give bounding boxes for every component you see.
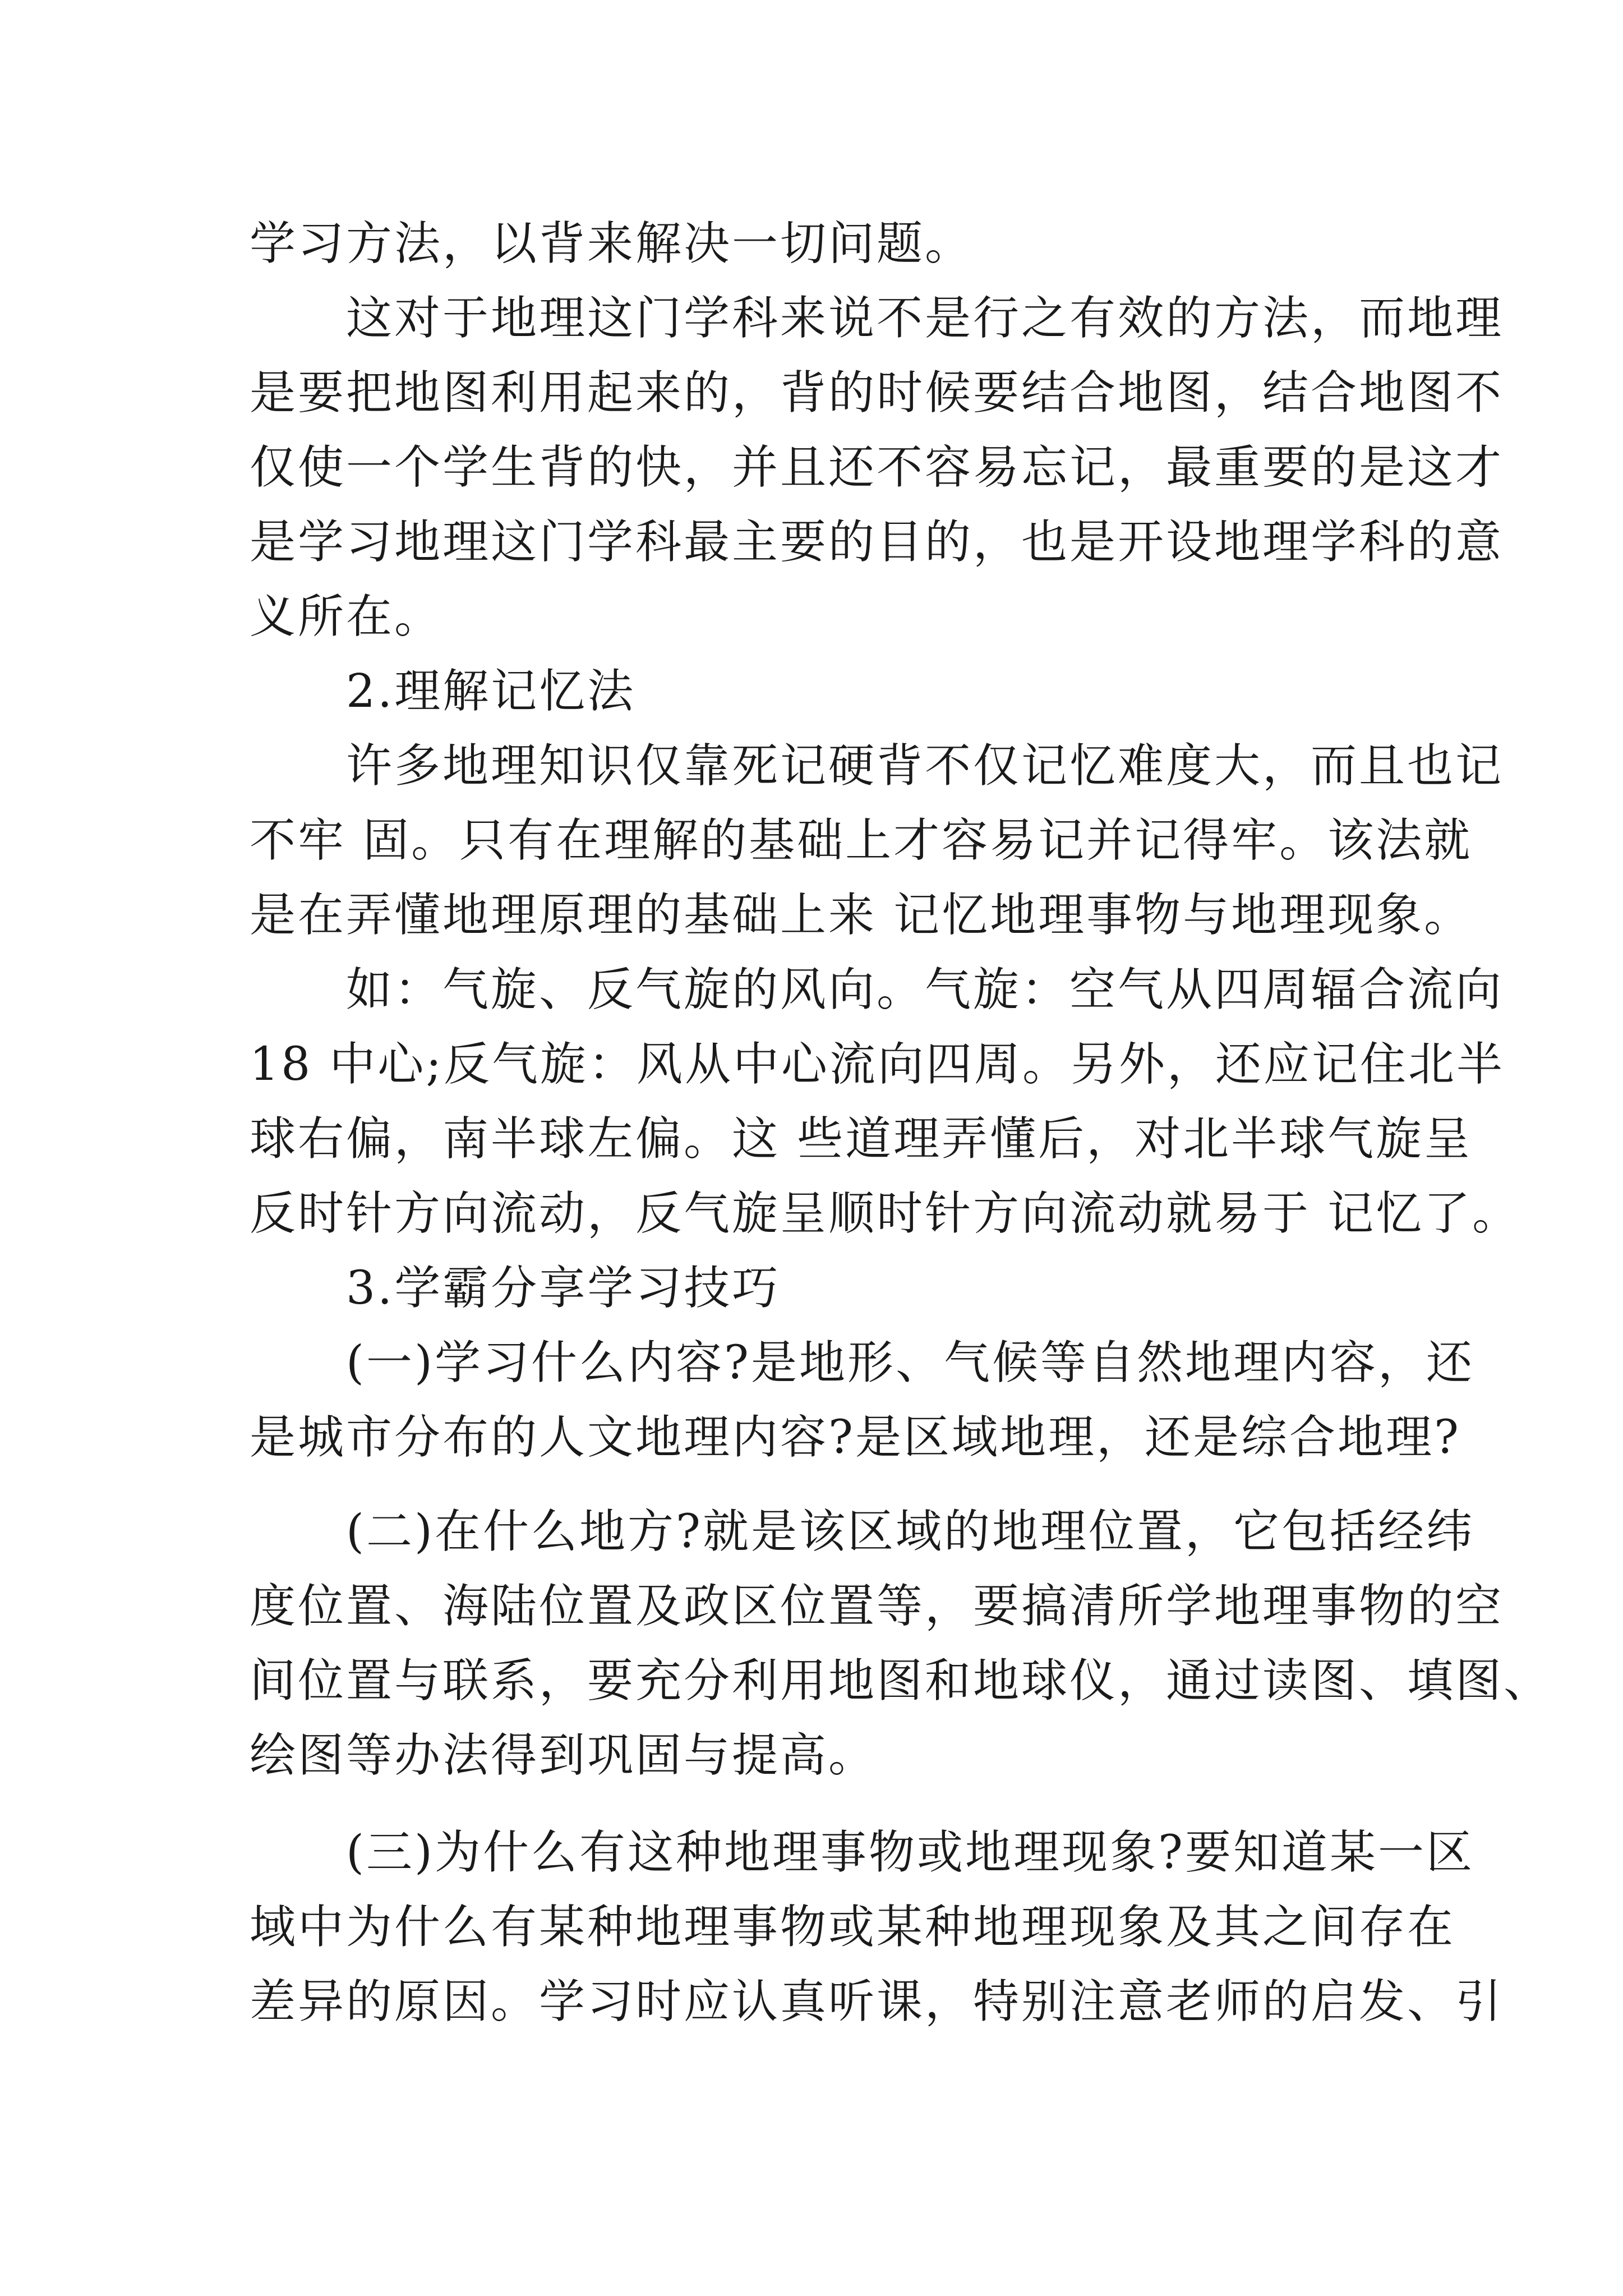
section-heading-2: 2.理解记忆法 bbox=[250, 665, 636, 718]
text-line-4: 仅使一个学生背的快，并且还不容易忘记，最重要的是这才 bbox=[250, 441, 1504, 494]
text-line-11: 如：气旋、反气旋的风向。气旋：空气从四周辐合流向 bbox=[250, 963, 1504, 1016]
text-line-12: 18 中心;反气旋：风从中心流向四周。另外，还应记住北半 bbox=[250, 1038, 1505, 1091]
text-line-3: 是要把地图利用起来的，背的时候要结合地图，结合地图不 bbox=[250, 366, 1504, 420]
text-line-16: (一)学习什么内容?是地形、气候等自然地理内容，还 bbox=[250, 1336, 1474, 1389]
text-line-2: 这对于地理这门学科来说不是行之有效的方法，而地理 bbox=[250, 292, 1504, 345]
text-line-20: 间位置与联系，要充分利用地图和地球仪，通过读图、填图、 bbox=[250, 1654, 1552, 1708]
text-line-10: 是在弄懂地理原理的基础上来 记忆地理事物与地理现象。 bbox=[250, 889, 1473, 942]
text-line-8: 许多地理知识仅靠死记硬背不仅记忆难度大，而且也记 bbox=[250, 739, 1504, 793]
text-line-1: 学习方法，以背来解决一切问题。 bbox=[250, 217, 974, 270]
text-line-17: 是城市分布的人文地理内容?是区域地理，还是综合地理? bbox=[250, 1411, 1461, 1464]
text-line-23: 域中为什么有某种地理事物或某种地理现象及其之间存在 bbox=[250, 1901, 1456, 1954]
section-heading-3: 3.学霸分享学习技巧 bbox=[250, 1262, 781, 1315]
text-line-6: 义所在。 bbox=[250, 590, 443, 643]
text-line-21: 绘图等办法得到巩固与提高。 bbox=[250, 1729, 877, 1782]
text-line-22: (三)为什么有这种地理事物或地理现象?要知道某一区 bbox=[250, 1826, 1474, 1879]
text-line-13: 球右偏，南半球左偏。这 些道理弄懂后，对北半球气旋呈 bbox=[250, 1112, 1473, 1166]
text-line-24: 差异的原因。学习时应认真听课，特别注意老师的启发、引 bbox=[250, 1975, 1504, 2028]
text-line-5: 是学习地理这门学科最主要的目的，也是开设地理学科的意 bbox=[250, 516, 1504, 569]
text-line-14: 反时针方向流动，反气旋呈顺时针方向流动就易于 记忆了。 bbox=[250, 1187, 1521, 1240]
text-line-9: 不牢 固。只有在理解的基础上才容易记并记得牢。该法就 bbox=[250, 814, 1473, 867]
text-line-18: (二)在什么地方?就是该区域的地理位置，它包括经纬 bbox=[250, 1505, 1474, 1558]
text-line-19: 度位置、海陆位置及政区位置等，要搞清所学地理事物的空 bbox=[250, 1580, 1504, 1633]
